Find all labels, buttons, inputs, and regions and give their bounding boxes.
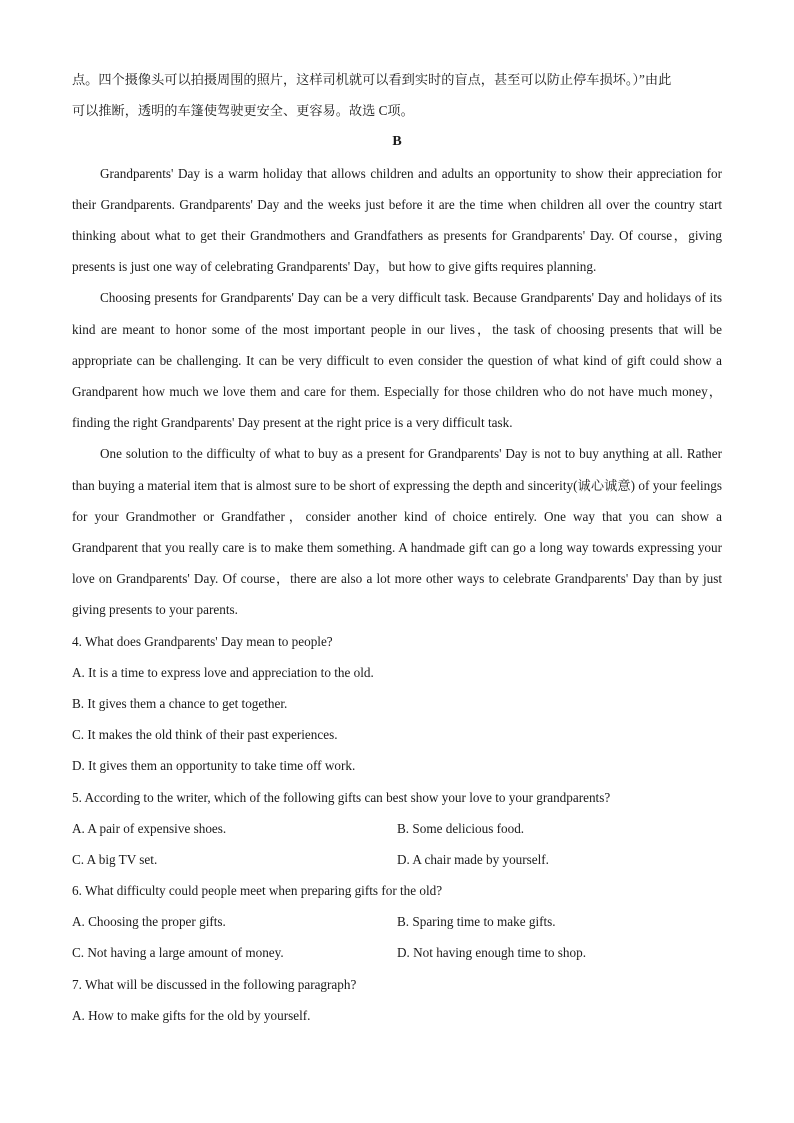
intro-line-1: 点。四个摄像头可以拍摄周围的照片，这样司机就可以看到实时的盲点，甚至可以防止停车损坏。）”由此 xyxy=(72,72,672,87)
question-4-option-c: C. It makes the old think of their past experiences. xyxy=(72,727,338,743)
question-6-option-d: D. Not having enough time to shop. xyxy=(397,945,587,961)
question-5-option-b: B. Some delicious food. xyxy=(397,820,525,836)
question-5-option-c: C. A big TV set. xyxy=(72,851,158,867)
document-page xyxy=(72,64,722,1031)
question-6-row-1 xyxy=(72,906,722,937)
question-5-option-a: A. A pair of expensive shoes. xyxy=(72,820,227,836)
question-6-stem: 6. What difficulty could people meet when preparing gifts for the old? xyxy=(72,883,443,899)
question-5-option-d: D. A chair made by yourself. xyxy=(397,851,549,867)
question-6-option-a: A. Choosing the proper gifts. xyxy=(72,914,226,930)
question-6-row-2 xyxy=(72,937,722,968)
passage-paragraph-3: One solution to the difficulty of what to buy as a present for Grandparents' Day is not to buy anything at all. Rather than buying a material item that is almost sure to be short of expressing the depth and sincerity(诚心诚意) of your feelings for your Grandmother or Grandfather，consider another kind of choice entirely. One way that you can show a Grandparent that you really care is to make them something. A handmade gift can go a long way towards expressing your love on Grandparents' Day. Of course，there are also a lot more other ways to celebrate Grandparents' Day than by just giving presents to your parents. xyxy=(72,446,722,618)
question-5-row-1 xyxy=(72,813,722,844)
section-title: B xyxy=(392,134,402,150)
intro-line-2: 可以推断，透明的车篷使驾驶更安全、更容易。故选 C项。 xyxy=(72,103,414,119)
question-6-option-b: B. Sparing time to make gifts. xyxy=(397,914,556,930)
question-5-stem: 5. According to the writer, which of the following gifts can best show your love to your grandparents? xyxy=(72,789,611,805)
question-4-stem: 4. What does Grandparents' Day mean to people? xyxy=(72,633,333,649)
question-6-option-c: C. Not having a large amount of money. xyxy=(72,945,284,961)
question-7-option-a: A. How to make gifts for the old by yourself. xyxy=(72,1007,311,1023)
passage-paragraph-2: Choosing presents for Grandparents' Day can be a very difficult task. Because Grandparents' Day and holidays of its kind are meant to honor some of the most important people in our lives，the task of choosing presents that will be appropriate can be challenging. It can be very difficult to even consider the question of what kind of gift could show a Grandparent how much we love them and care for them. Especially for those children who do not have much money，finding the right Grandparents' Day present at the right price is a very difficult task. xyxy=(72,290,722,431)
question-7-stem: 7. What will be discussed in the following paragraph? xyxy=(72,976,357,992)
passage-paragraph-1: Grandparents' Day is a warm holiday that allows children and adults an opportunity to show their appreciation for their Grandparents. Grandparents' Day and the weeks just before it are the time when children all over the country start thinking about what to get their Grandmothers and Grandfathers as presents for Grandparents' Day. Of course，giving presents is just one way of celebrating Grandparents' Day，but how to give gifts requires planning. xyxy=(72,165,722,275)
question-4-option-a: A. It is a time to express love and appreciation to the old. xyxy=(72,664,374,680)
question-5-row-2 xyxy=(72,844,722,875)
question-4-option-b: B. It gives them a chance to get together. xyxy=(72,695,288,711)
question-4-option-d: D. It gives them an opportunity to take time off work. xyxy=(72,758,356,774)
